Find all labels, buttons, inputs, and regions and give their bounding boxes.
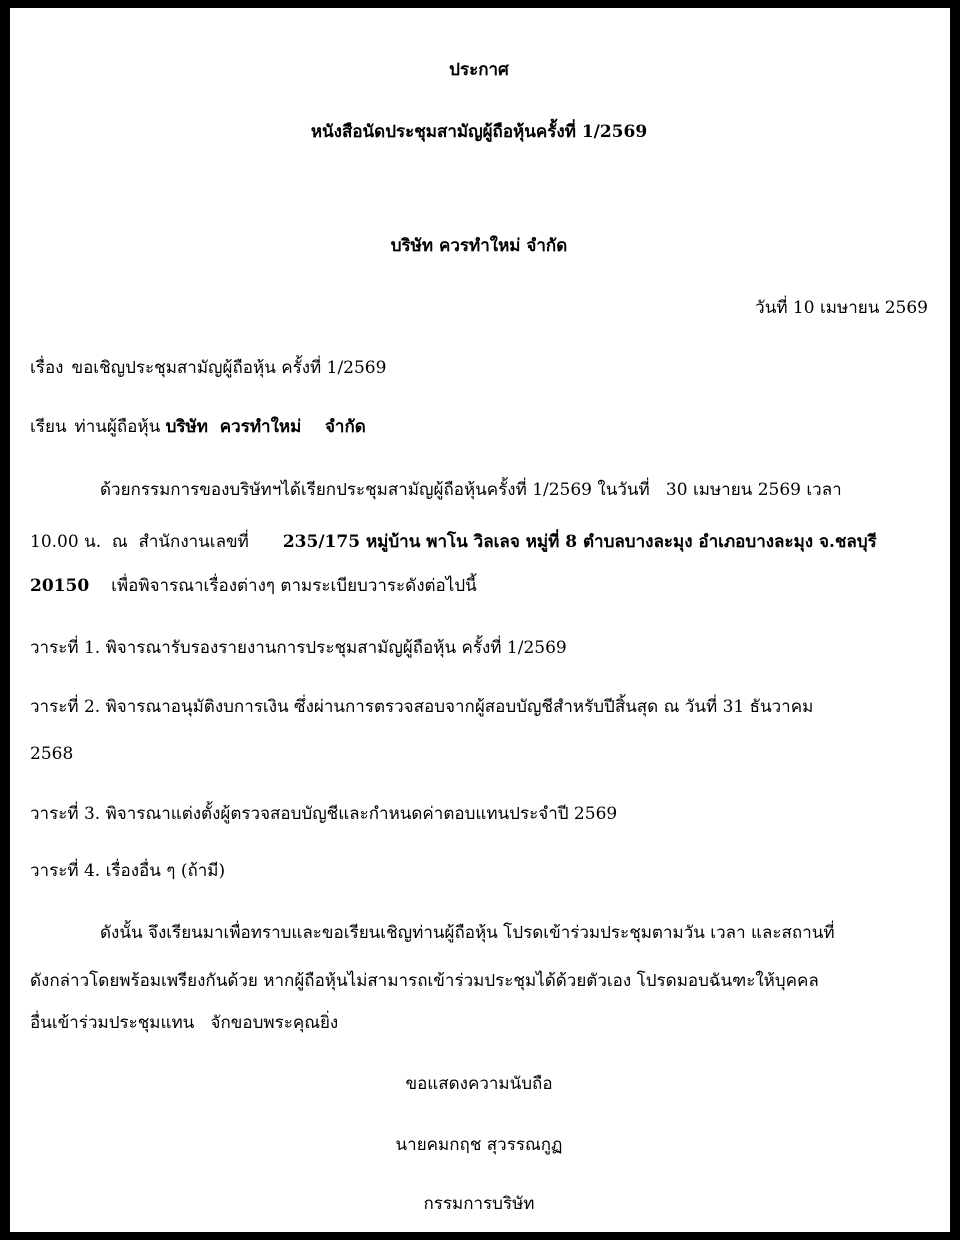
meeting-address: 235/175 หมู่บ้าน พาโน วิลเลจ หมู่ที่ 8 ตำบลบางละมุง อำเภอบางละมุง จ.ชลบุรี [282, 532, 877, 552]
agenda-item-3 [30, 802, 928, 826]
recipient-line [30, 415, 928, 439]
agenda-text: พิจารณารับรองรายงานการประชุมสามัญผู้ถือหุ้น ครั้งที่ 1/2569 [105, 638, 567, 658]
closing-regards: ขอแสดงความนับถือ [405, 1074, 553, 1094]
subject-label: เรื่อง [30, 358, 64, 378]
intro-purpose: เพื่อพิจารณาเรื่องต่างๆ ตามระเบียบวาระดังต่อไปนี้ [111, 576, 477, 596]
agenda-item-2 [30, 695, 928, 719]
intro-line-3 [30, 574, 928, 598]
intro-line-1: ด้วยกรรมการของบริษัทฯได้เรียกประชุมสามัญผู้ถือหุ้นครั้งที่ 1/2569 ในวันที่ 30 เมษายน 2569 เวลา [100, 480, 842, 500]
recipient-company: บริษัท ควรทำใหม่ จำกัด [165, 417, 366, 437]
announcement-heading: ประกาศ [449, 60, 509, 80]
signatory-name: นายคมกฤช สุวรรณกูฏ [395, 1135, 563, 1155]
postcode: 20150 [30, 576, 90, 596]
company-name: บริษัท ควรทำใหม่ จำกัด [390, 236, 568, 256]
closing-line-2: ดังกล่าวโดยพร้อมเพรียงกันด้วย หากผู้ถือหุ้นไม่สามารถเข้าร่วมประชุมได้ด้วยตัวเอง โปรดมอบฉันฑะให้บุคคล [30, 971, 819, 991]
agenda-label: วาระที่ 4. [30, 861, 101, 881]
subject-text: ขอเชิญประชุมสามัญผู้ถือหุ้น ครั้งที่ 1/2569 [71, 358, 387, 378]
subject-line [30, 356, 928, 380]
agenda-text: พิจารณาแต่งตั้งผู้ตรวจสอบบัญชีและกำหนดค่าตอบแทนประจำปี 2569 [105, 804, 618, 824]
recipient-text: ท่านผู้ถือหุ้น [74, 417, 161, 437]
recipient-label: เรียน [30, 417, 67, 437]
agenda-text: เรื่องอื่น ๆ (ถ้ามี) [105, 861, 226, 881]
agenda-label: วาระที่ 3. [30, 804, 101, 824]
agenda-label: วาระที่ 1. [30, 638, 101, 658]
agenda-item-1 [30, 636, 928, 660]
intro-line-2 [30, 530, 928, 554]
agenda-label: วาระที่ 2. [30, 697, 101, 717]
agenda-text: พิจารณาอนุมัติงบการเงิน ซึ่งผ่านการตรวจสอบจากผู้สอบบัญชีสำหรับปีสิ้นสุด ณ วันที่ 31 ธันวาคม [105, 697, 814, 717]
closing-line-3: อื่นเข้าร่วมประชุมแทน จักขอบพระคุณยิ่ง [30, 1013, 339, 1033]
document-date: วันที่ 10 เมษายน 2569 [755, 298, 928, 318]
intro-meeting-time: 10.00 น. ณ สำนักงานเลขที่ [30, 532, 249, 552]
document-page [10, 8, 950, 1232]
closing-line-1: ดังนั้น จึงเรียนมาเพื่อทราบและขอเรียนเชิญท่านผู้ถือหุ้น โปรดเข้าร่วมประชุมตามวัน เวลา และสถานที่ [100, 923, 835, 943]
agenda-item-2-continuation: 2568 [30, 744, 74, 764]
agenda-item-4 [30, 859, 928, 883]
signatory-position: กรรมการบริษัท [423, 1194, 535, 1214]
notice-title: หนังสือนัดประชุมสามัญผู้ถือหุ้นครั้งที่ 1/2569 [310, 122, 648, 142]
